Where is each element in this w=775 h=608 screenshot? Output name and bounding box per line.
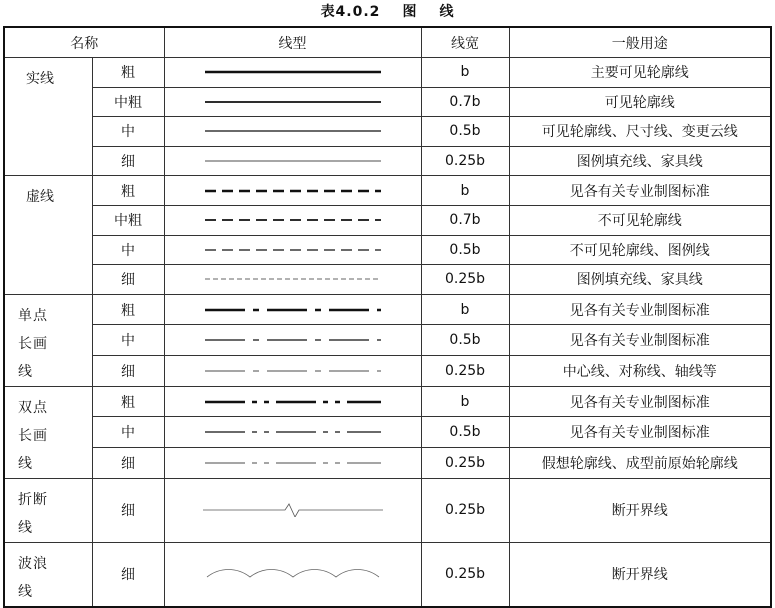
usage-cell: 断开界线 xyxy=(509,542,771,607)
header-type: 线型 xyxy=(164,27,421,58)
weight-cell: 细 xyxy=(92,146,164,176)
title-word-2: 线 xyxy=(439,4,455,20)
wave-line xyxy=(207,570,379,578)
line-sample-svg xyxy=(203,95,383,109)
line-type-table xyxy=(3,26,772,608)
table-row xyxy=(4,87,771,117)
table-row xyxy=(4,542,771,607)
line-sample xyxy=(164,58,421,88)
weight-cell: 细 xyxy=(92,478,164,542)
table-row xyxy=(4,325,771,356)
width-cell: b xyxy=(421,386,509,417)
line-sample-svg xyxy=(203,154,383,168)
table-row xyxy=(4,478,771,542)
width-cell: 0.5b xyxy=(421,325,509,356)
line-sample-svg xyxy=(203,425,383,439)
width-cell: 0.7b xyxy=(421,205,509,235)
line-sample xyxy=(164,146,421,176)
weight-cell: 中 xyxy=(92,117,164,147)
line-sample-svg xyxy=(203,303,383,317)
table-row xyxy=(4,265,771,295)
table-row xyxy=(4,235,771,265)
table-row xyxy=(4,176,771,206)
group-name-cell xyxy=(4,386,92,478)
group-name: 单点长画线 xyxy=(18,307,48,380)
usage-cell: 假想轮廓线、成型前原始轮廓线 xyxy=(509,448,771,479)
line-sample xyxy=(164,386,421,417)
line-sample-svg xyxy=(203,364,383,378)
line-sample-svg xyxy=(203,503,383,517)
group-name: 实线 xyxy=(26,71,54,87)
line-sample xyxy=(164,478,421,542)
weight-cell: 细 xyxy=(92,265,164,295)
header-width: 线宽 xyxy=(421,27,509,58)
group-name-cell xyxy=(4,58,92,176)
table-row xyxy=(4,58,771,88)
weight-cell: 细 xyxy=(92,356,164,387)
line-sample xyxy=(164,117,421,147)
usage-cell: 见各有关专业制图标准 xyxy=(509,386,771,417)
line-sample xyxy=(164,176,421,206)
weight-cell: 中粗 xyxy=(92,87,164,117)
line-sample xyxy=(164,542,421,607)
table-row xyxy=(4,117,771,147)
width-cell: 0.25b xyxy=(421,265,509,295)
weight-cell: 中 xyxy=(92,235,164,265)
break-line xyxy=(203,504,383,517)
weight-cell: 中 xyxy=(92,325,164,356)
table-row xyxy=(4,417,771,448)
line-sample-svg xyxy=(203,184,383,198)
weight-cell: 粗 xyxy=(92,294,164,325)
usage-cell: 可见轮廓线、尺寸线、变更云线 xyxy=(509,117,771,147)
weight-cell: 粗 xyxy=(92,58,164,88)
group-name: 波浪线 xyxy=(18,555,48,600)
line-sample-svg xyxy=(203,243,383,257)
usage-cell: 见各有关专业制图标准 xyxy=(509,294,771,325)
width-cell: 0.5b xyxy=(421,235,509,265)
width-cell: b xyxy=(421,58,509,88)
weight-cell: 粗 xyxy=(92,176,164,206)
usage-cell: 可见轮廓线 xyxy=(509,87,771,117)
weight-cell: 粗 xyxy=(92,386,164,417)
group-name-cell xyxy=(4,176,92,294)
width-cell: b xyxy=(421,176,509,206)
usage-cell: 主要可见轮廓线 xyxy=(509,58,771,88)
line-sample xyxy=(164,235,421,265)
line-sample xyxy=(164,417,421,448)
table-row xyxy=(4,386,771,417)
usage-cell: 断开界线 xyxy=(509,478,771,542)
width-cell: 0.7b xyxy=(421,87,509,117)
table-number: 表4.0.2 xyxy=(320,4,381,20)
line-sample-svg xyxy=(203,124,383,138)
title-word-1: 图 xyxy=(402,4,418,20)
usage-cell: 见各有关专业制图标准 xyxy=(509,325,771,356)
line-sample xyxy=(164,448,421,479)
width-cell: b xyxy=(421,294,509,325)
line-sample xyxy=(164,356,421,387)
table-body xyxy=(4,58,771,607)
table-row xyxy=(4,356,771,387)
group-name: 双点长画线 xyxy=(18,399,48,472)
line-sample-svg xyxy=(203,333,383,347)
line-sample-svg xyxy=(203,567,383,581)
line-sample-svg xyxy=(203,65,383,79)
usage-cell: 见各有关专业制图标准 xyxy=(509,417,771,448)
group-name-cell xyxy=(4,478,92,542)
line-sample-svg xyxy=(203,272,383,286)
width-cell: 0.25b xyxy=(421,542,509,607)
line-sample xyxy=(164,265,421,295)
width-cell: 0.25b xyxy=(421,356,509,387)
line-sample xyxy=(164,87,421,117)
width-cell: 0.25b xyxy=(421,478,509,542)
width-cell: 0.25b xyxy=(421,146,509,176)
line-sample-svg xyxy=(203,456,383,470)
usage-cell: 不可见轮廓线、图例线 xyxy=(509,235,771,265)
table-row xyxy=(4,205,771,235)
usage-cell: 图例填充线、家具线 xyxy=(509,146,771,176)
group-name-cell xyxy=(4,294,92,386)
line-sample xyxy=(164,294,421,325)
width-cell: 0.25b xyxy=(421,448,509,479)
table-title xyxy=(0,0,775,24)
weight-cell: 细 xyxy=(92,448,164,479)
table-row xyxy=(4,294,771,325)
table-row xyxy=(4,448,771,479)
line-sample xyxy=(164,325,421,356)
group-name: 折断线 xyxy=(18,491,48,536)
group-name-cell xyxy=(4,542,92,607)
table-row xyxy=(4,146,771,176)
header-usage: 一般用途 xyxy=(509,27,771,58)
header-row xyxy=(4,27,771,58)
group-name: 虚线 xyxy=(26,189,54,206)
usage-cell: 不可见轮廓线 xyxy=(509,205,771,235)
weight-cell: 中粗 xyxy=(92,205,164,235)
weight-cell: 中 xyxy=(92,417,164,448)
usage-cell: 中心线、对称线、轴线等 xyxy=(509,356,771,387)
line-sample-svg xyxy=(203,213,383,227)
line-sample-svg xyxy=(203,395,383,409)
width-cell: 0.5b xyxy=(421,117,509,147)
width-cell: 0.5b xyxy=(421,417,509,448)
weight-cell: 细 xyxy=(92,542,164,607)
header-name: 名称 xyxy=(4,27,164,58)
line-sample xyxy=(164,205,421,235)
usage-cell: 见各有关专业制图标准 xyxy=(509,176,771,206)
usage-cell: 图例填充线、家具线 xyxy=(509,265,771,295)
